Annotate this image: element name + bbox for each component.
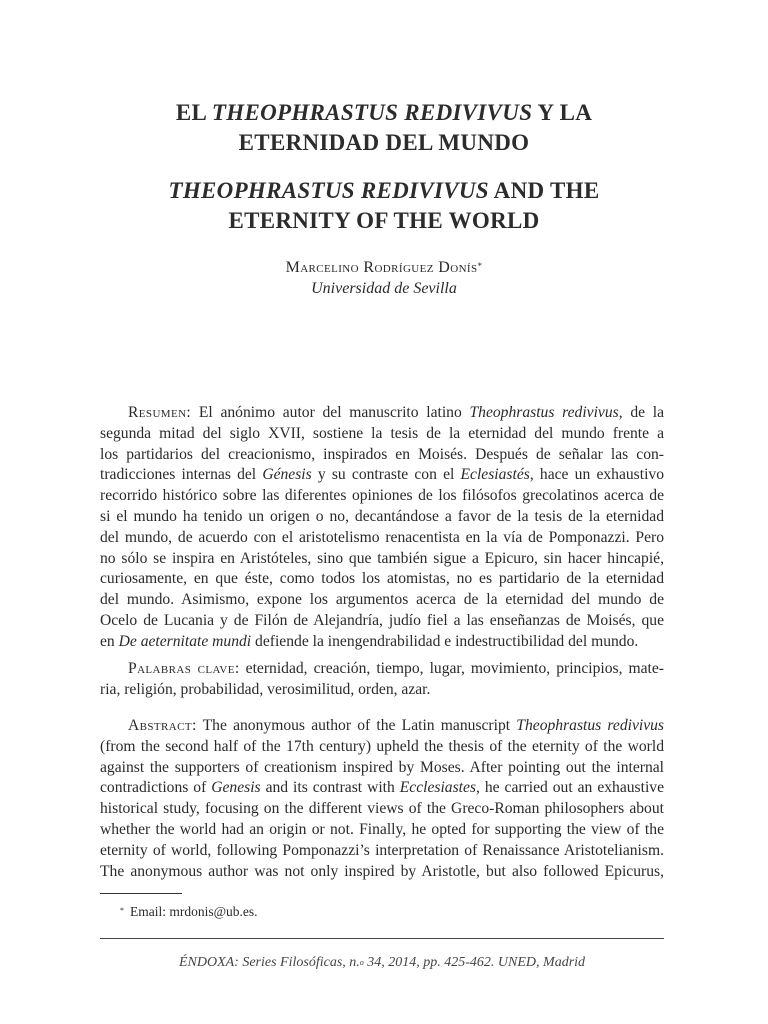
italic-title-ref: Ecclesiastes xyxy=(399,779,476,797)
italic-title-ref: De aeternitate mundi xyxy=(118,632,252,650)
journal-footer xyxy=(100,953,664,973)
text-line xyxy=(100,549,664,570)
body-text: si el mundo ha tenido un origen o no, decantándose a favor de la tesis de la eternidad xyxy=(100,507,664,525)
body-text: en xyxy=(100,632,119,650)
body-text: , hace un exhaustivo xyxy=(529,466,664,484)
author-name xyxy=(286,259,483,276)
footer-divider xyxy=(100,938,664,939)
english-title-line-1 xyxy=(100,176,668,206)
text-line xyxy=(100,716,664,737)
text-line xyxy=(100,528,664,549)
text-line xyxy=(100,507,664,528)
text-line xyxy=(100,590,664,611)
abstract-label: Abstract: xyxy=(128,717,197,734)
body-text: defiende la inengendrabilidad e indestructibilidad del mundo. xyxy=(251,632,639,650)
body-text: y su contraste con el xyxy=(311,466,461,484)
title-text: EL xyxy=(175,100,212,125)
italic-title-ref: Eclesiastés xyxy=(460,466,530,484)
resumen-paragraph xyxy=(100,403,664,653)
text-line: ria, religión, probabilidad, verosimilitud, orden, azar. xyxy=(100,680,431,698)
text-line xyxy=(100,632,664,653)
text-line xyxy=(100,737,664,758)
footnote xyxy=(120,903,258,921)
footnote-mark: * xyxy=(120,906,124,915)
italic-title-ref: Genesis xyxy=(211,779,261,797)
body-text: eternity of world, following Pomponazzi’s interpretation of Renaissance Aristotelianism. xyxy=(100,841,664,859)
english-title-line-2: ETERNITY OF THE WORLD xyxy=(228,208,540,233)
footer-superscript: o xyxy=(359,958,364,967)
body-text: El anónimo autor del manuscrito latino xyxy=(191,404,470,421)
body-text: tradicciones internas del xyxy=(100,466,263,484)
spanish-title-line-1 xyxy=(100,98,668,128)
text-line xyxy=(100,799,664,820)
text-line xyxy=(100,820,664,841)
body-text: , he carried out an exhaustive xyxy=(475,779,665,797)
body-text: contradictions of xyxy=(100,779,212,797)
text-line xyxy=(100,659,664,680)
body-text: segunda mitad del siglo XVII, sostiene la tesis de la eternidad del mundo frente a xyxy=(100,424,664,442)
text-line xyxy=(100,611,664,632)
body-text: historical study, focusing on the different views of the Greco-Roman philosophers about xyxy=(100,800,664,818)
title-text: AND THE xyxy=(488,178,600,203)
body-text: , de la xyxy=(618,404,664,421)
text-line xyxy=(100,569,664,590)
footnote-divider xyxy=(100,893,182,894)
resumen-label: Resumen: xyxy=(128,404,192,421)
text-line xyxy=(100,424,664,445)
body-text: del mundo, de acuerdo con el aristotelismo renacentista en la vía de Pomponazzi. Pero xyxy=(100,528,664,546)
text-line xyxy=(100,841,664,862)
footer-text: ÉNDOXA: Series Filosóficas, n. xyxy=(178,955,360,970)
body-text: Ocelo de Lucania y de Filón de Alejandría, judío fiel a las enseñanzas de Moisés, que xyxy=(100,611,664,629)
english-title xyxy=(100,176,668,236)
text-line xyxy=(100,778,664,799)
body-text: (from the second half of the 17th century) upheld the thesis of the eternity of the world xyxy=(100,737,664,755)
body-text: del mundo. Asimismo, expone los argumentos acerca de la eternidad del mundo de xyxy=(100,591,664,609)
text-line xyxy=(100,403,664,424)
body-text: The anonymous author was not only inspired by Aristotle, but also followed Epicurus, xyxy=(100,862,664,880)
author-affiliation: Universidad de Sevilla xyxy=(311,280,457,297)
body-text: The anonymous author of the Latin manuscript xyxy=(196,717,517,734)
text-line xyxy=(100,445,664,466)
title-text: Y LA xyxy=(532,100,593,125)
italic-title-ref: Theophrastus redivivus xyxy=(516,717,664,734)
body-text: and its contrast with xyxy=(260,779,400,797)
body-text: los partidarios del creacionismo, inspirados en Moisés. Después de señalar las con- xyxy=(100,445,664,463)
italic-title-ref: Génesis xyxy=(262,466,312,484)
author-name-text: Marcelino Rodríguez Donís xyxy=(285,259,478,276)
footnote-text[interactable]: Email: mrdonis@ub.es. xyxy=(130,904,258,919)
body-text: against the supporters of creationism inspired by Moses. After pointing out the internal xyxy=(100,758,664,776)
body-text: no sólo se inspira en Aristóteles, sino que también sigue a Epicuro, sin hacer hincapié, xyxy=(100,549,664,567)
body-text: whether the world had an origin or not. Finally, he opted for supporting the view of the xyxy=(100,820,664,838)
text-line xyxy=(100,486,664,507)
author-footnote-mark[interactable]: * xyxy=(477,261,483,271)
body-text: curiosamente, en que éste, como todos los atomistas, no es partidario de la eternidad xyxy=(100,570,664,588)
text-line xyxy=(100,758,664,779)
palabras-clave-paragraph xyxy=(100,659,664,701)
title-italic-text: THEOPHRASTUS REDIVIVUS xyxy=(211,100,533,125)
footer-text: 34, 2014, pp. 425-462. UNED, Madrid xyxy=(363,955,586,970)
palabras-clave-label: Palabras clave: xyxy=(128,660,240,677)
spanish-title-line-2: ETERNIDAD DEL MUNDO xyxy=(238,130,530,155)
author-block xyxy=(100,258,668,300)
text-line xyxy=(100,465,664,486)
text-line xyxy=(100,862,664,883)
keywords-text: eternidad, creación, tiempo, lugar, movimiento, principios, mate- xyxy=(239,660,664,677)
title-italic-text: THEOPHRASTUS REDIVIVUS xyxy=(168,178,489,203)
spanish-title xyxy=(100,98,668,158)
abstract-paragraph xyxy=(100,716,664,882)
body-text: recorrido histórico sobre las diferentes opiniones de los filósofos grecolatinos acerca de xyxy=(100,487,664,505)
italic-title-ref: Theophrastus redivivus xyxy=(469,404,619,421)
